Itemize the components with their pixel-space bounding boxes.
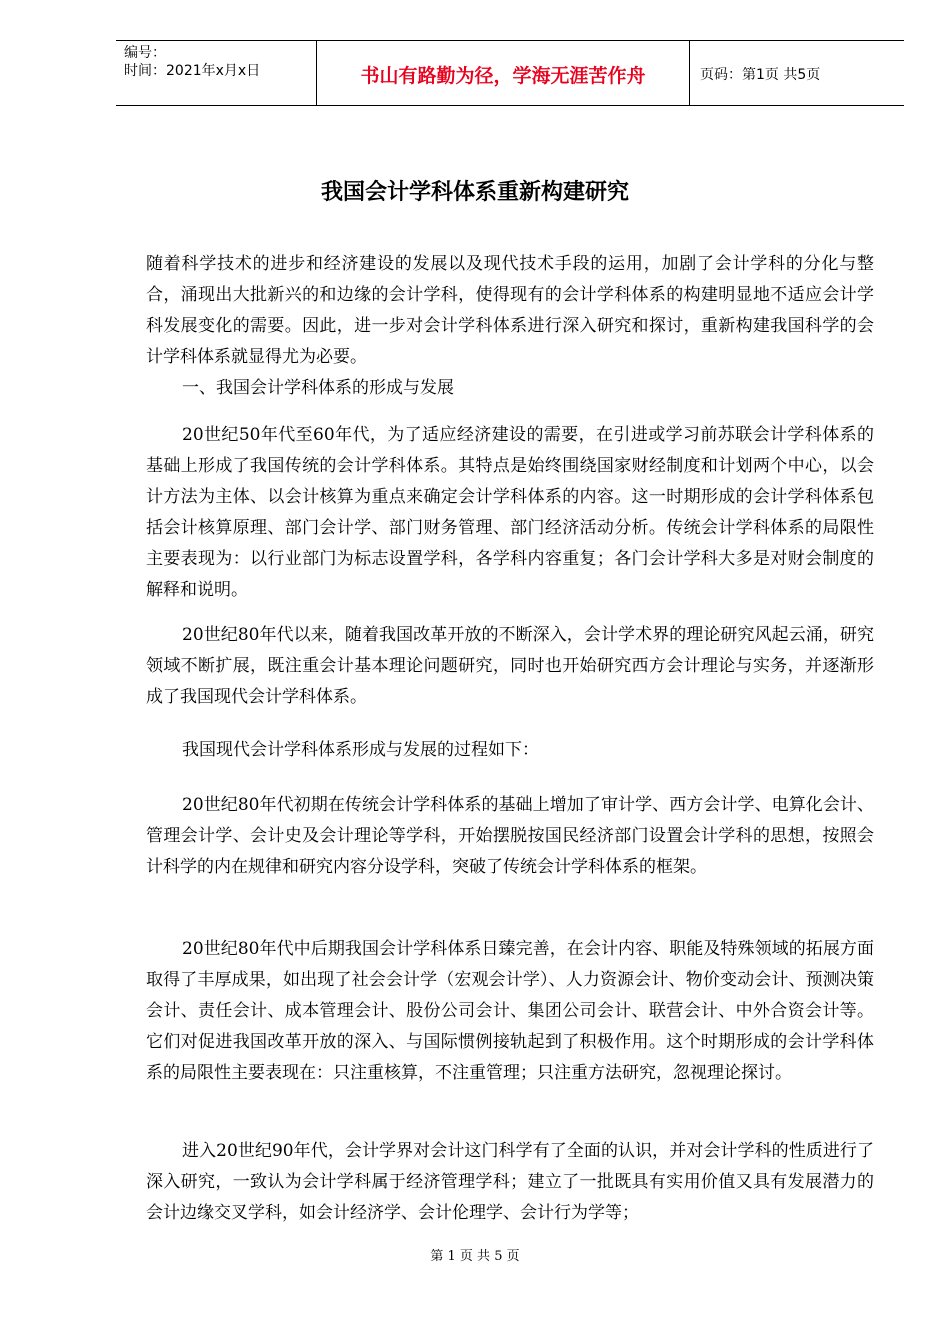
document-time-label: 时间：2021年x月x日 <box>124 63 261 79</box>
page-footer: 第 1 页 共 5 页 <box>430 1249 520 1264</box>
body-paragraph: 20世纪50年代至60年代，为了适应经济建设的需要，在引进或学习前苏联会计学科体系的基础上形成了我国传统的会计学科体系。其特点是始终围绕国家财经制度和计划两个中心，以会计方法为主体、以会计核算为重点来确定会计学科体系的内容。这一时期形成的会计学科体系包括会计核算原理、部门会计学、部门财务管理、部门经济活动分析。传统会计学科体系的局限性主要表现为：以行业部门为标志设置学科，各学科内容重复；各门会计学科大多是对财会制度的解释和说明。 <box>146 425 874 600</box>
document-number-label: 编号： <box>124 45 166 61</box>
section-heading: 一、我国会计学科体系的形成与发展 <box>182 378 454 398</box>
header-page-cell <box>690 41 904 105</box>
header-motto-cell <box>316 41 690 105</box>
header-page-number: 页码：第1页 共5页 <box>700 67 821 83</box>
intro-paragraph: 随着科学技术的进步和经济建设的发展以及现代技术手段的运用，加剧了会计学科的分化与整合，涌现出大批新兴的和边缘的会计学科，使得现有的会计学科体系的构建明显地不适应会计学科发展变化的需要。因此，进一步对会计学科体系进行深入研究和探讨，重新构建我国科学的会计学科体系就显得尤为必要。 <box>146 254 874 367</box>
header-motto: 书山有路勤为径，学海无涯苦作舟 <box>360 65 646 87</box>
body-paragraph: 20世纪80年代初期在传统会计学科体系的基础上增加了审计学、西方会计学、电算化会计、管理会计学、会计史及会计理论等学科，开始摆脱按国民经济部门设置会计学科的思想，按照会计科学的内在规律和研究内容分设学科，突破了传统会计学科体系的框架。 <box>146 795 874 877</box>
document-header <box>116 40 904 106</box>
header-info-cell <box>116 41 316 105</box>
document-title: 我国会计学科体系重新构建研究 <box>320 180 629 205</box>
body-paragraph: 20世纪80年代中后期我国会计学科体系日臻完善，在会计内容、职能及特殊领域的拓展方面取得了丰厚成果，如出现了社会会计学（宏观会计学）、人力资源会计、物价变动会计、预测决策会计、责任会计、成本管理会计、股份公司会计、集团公司会计、联营会计、中外合资会计等。它们对促进我国改革开放的深入、与国际惯例接轨起到了积极作用。这个时期形成的会计学科体系的局限性主要表现在：只注重核算，不注重管理；只注重方法研究，忽视理论探讨。 <box>146 939 874 1083</box>
body-paragraph: 我国现代会计学科体系形成与发展的过程如下： <box>182 740 539 760</box>
body-paragraph: 进入20世纪90年代，会计学界对会计这门科学有了全面的认识，并对会计学科的性质进行了深入研究，一致认为会计学科属于经济管理学科；建立了一批既具有实用价值又具有发展潜力的会计边缘交叉学科，如会计经济学、会计伦理学、会计行为学等； <box>146 1141 874 1223</box>
body-paragraph: 20世纪80年代以来，随着我国改革开放的不断深入，会计学术界的理论研究风起云涌，研究领域不断扩展，既注重会计基本理论问题研究，同时也开始研究西方会计理论与实务，并逐渐形成了我国现代会计学科体系。 <box>146 625 874 707</box>
